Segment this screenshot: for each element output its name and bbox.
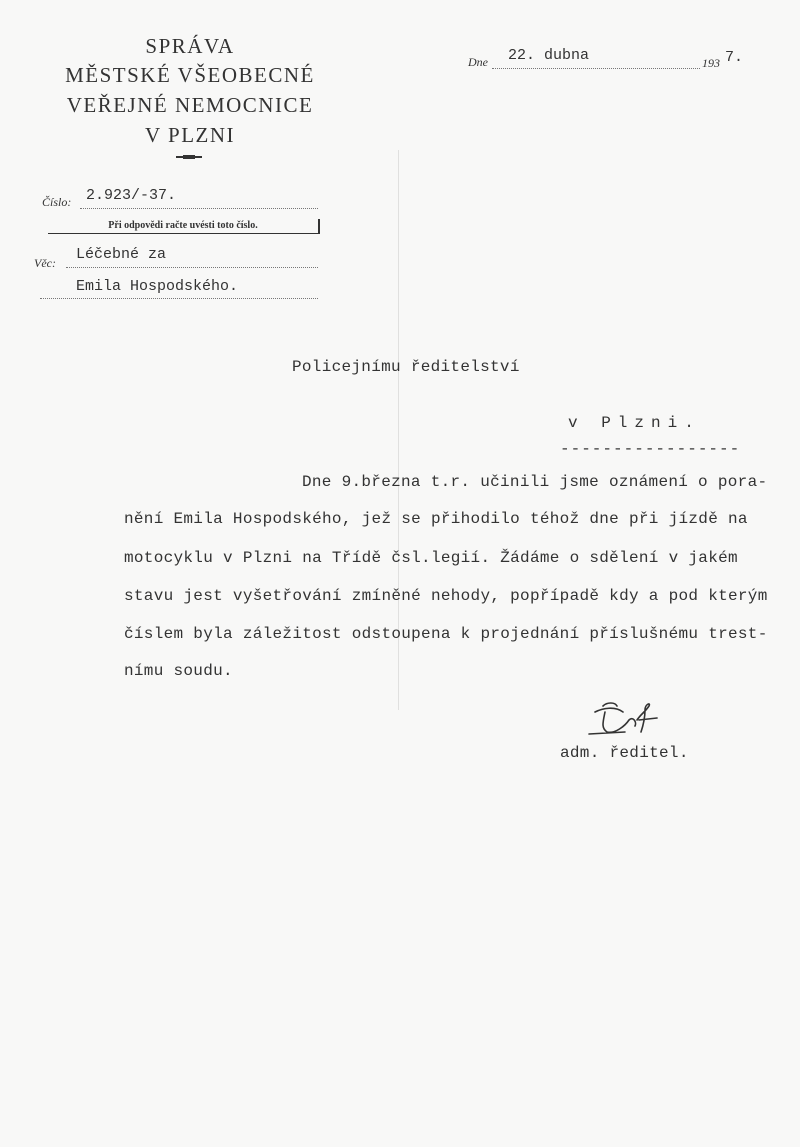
date-value: 22. dubna — [508, 47, 590, 64]
recipient-line-1: Policejnímu ředitelství — [292, 358, 520, 376]
subject-dotted-line-1 — [66, 267, 318, 268]
recipient-line-2: v Plzni. — [568, 414, 701, 432]
date-year-suffix: 7. — [725, 49, 744, 66]
date-year-prefix: 193 — [702, 56, 720, 70]
body-line-6: nímu soudu. — [124, 662, 233, 680]
body-line-5: číslem byla záležitost odstoupena k projednání příslušnému trest- — [124, 625, 768, 643]
body-line-3: motocyklu v Plzni na Třídě čsl.legií. Žádáme o sdělení v jakém — [124, 549, 738, 567]
subject-label: Věc: — [34, 256, 56, 270]
recipient-underline: ----------------- — [560, 440, 741, 458]
reference-number: 2.923/-37. — [86, 187, 177, 204]
handwritten-signature — [585, 698, 665, 738]
letterhead-line-2: MĚSTSKÉ VŠEOBECNÉ — [65, 63, 315, 87]
letterhead-line-4: V PLZNI — [144, 123, 236, 147]
subject-dotted-line-2 — [40, 298, 318, 299]
reference-notice: Při odpovědi račte uvésti toto číslo. — [48, 219, 320, 234]
signature-title: adm. ředitel. — [560, 744, 689, 762]
body-line-2: nění Emila Hospodského, jež se přihodilo téhož dne při jízdě na — [124, 510, 748, 528]
letterhead-line-1: SPRÁVA — [145, 34, 235, 58]
date-dotted-line — [492, 68, 700, 69]
subject-line-2: Emila Hospodského. — [76, 278, 239, 295]
reference-dotted-line — [80, 208, 318, 209]
subject-line-1: Léčebné za — [76, 246, 167, 263]
letterhead-divider-mark — [183, 155, 195, 159]
body-line-4: stavu jest vyšetřování zmíněné nehody, popřípadě kdy a pod kterým — [124, 587, 768, 605]
body-line-1: Dne 9.března t.r. učinili jsme oznámení o pora- — [302, 473, 768, 491]
reference-label: Číslo: — [42, 195, 72, 209]
letterhead-line-3: VEŘEJNÉ NEMOCNICE — [66, 93, 314, 117]
date-label: Dne — [468, 55, 488, 69]
